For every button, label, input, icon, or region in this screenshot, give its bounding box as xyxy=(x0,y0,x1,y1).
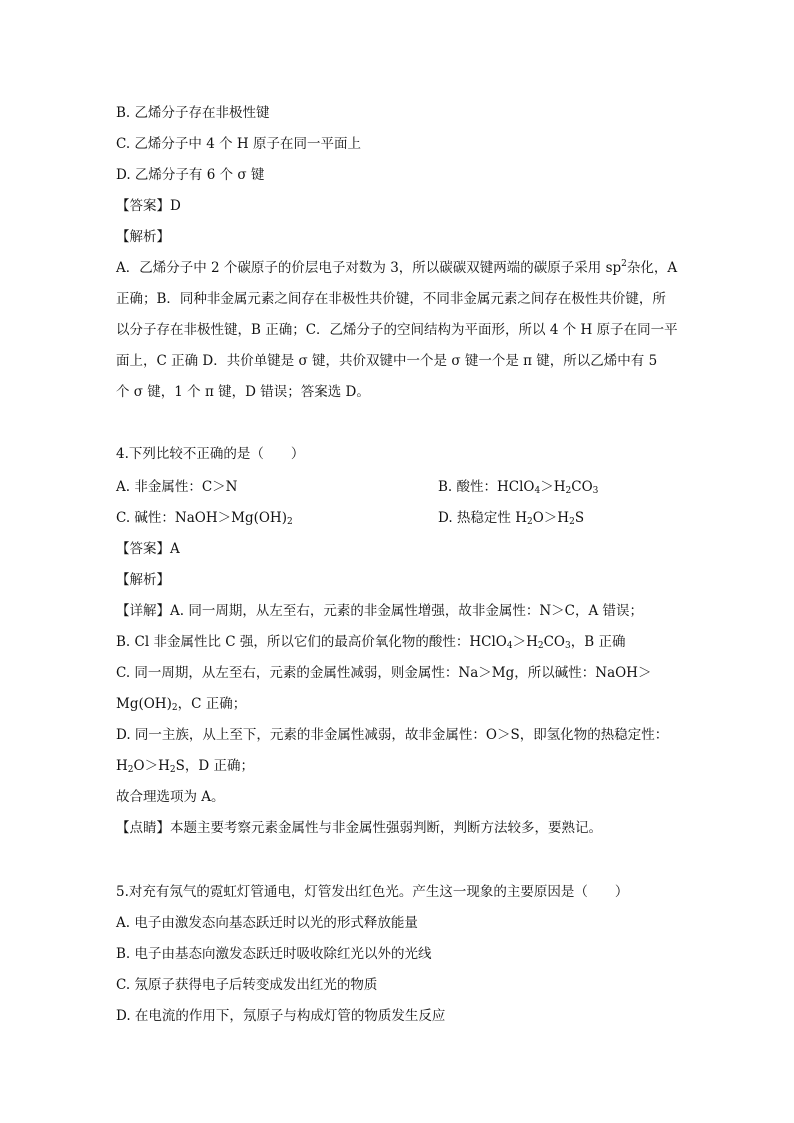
q3-option-b: B. 乙烯分子存在非极性键 xyxy=(116,105,270,121)
q4-detail-4: $Mg(OH)_2$，C 正确； xyxy=(116,696,247,713)
q4-analysis-label: 【解析】 xyxy=(116,572,170,588)
q4-question: 4.下列比较不正确的是（ ） xyxy=(116,446,305,462)
q3-analysis-line-1: A．乙烯分子中 2 个碳原子的价层电子对数为 3，所以碳碳双键两端的碳原子采用 $sp^2$杂化，A xyxy=(116,259,678,276)
q4-option-b: B. 酸性：$HClO_4>H_2CO_3$ xyxy=(438,479,599,496)
q4-detail-1: 【详解】A. 同一周期，从左至右，元素的非金属性增强，故非金属性：N＞C，A 错误； xyxy=(116,603,644,619)
q4-detail-3: C. 同一周期，从左至右，元素的金属性减弱，则金属性：Na＞Mg，所以碱性：NaOH＞ xyxy=(116,665,652,681)
q4-comment: 【点睛】本题主要考察元素金属性与非金属性强弱判断，判断方法较多，要熟记。 xyxy=(116,820,602,836)
q4-answer: 【答案】A xyxy=(116,541,180,557)
q5-option-d: D. 在电流的作用下，氖原子与构成灯管的物质发生反应 xyxy=(116,1008,446,1024)
q4-option-c: C. 碱性：$NaOH>Mg(OH)_2$ xyxy=(116,510,293,527)
q4-detail-5: D. 同一主族，从上至下，元素的非金属性减弱，故非金属性：O＞S，即氢化物的热稳定性： xyxy=(116,727,669,743)
q5-option-b: B. 电子由基态向激发态跃迁时吸收除红光以外的光线 xyxy=(116,946,432,962)
q4-detail-2: B. Cl 非金属性比 C 强，所以它们的最高价氧化物的酸性：$HClO_4>H_2CO_3$，B 正确 xyxy=(116,634,626,651)
q3-analysis-line-5: 个 σ 键，1 个 π 键，D 错误；答案选 D。 xyxy=(116,384,370,400)
q5-question: 5.对充有氖气的霓虹灯管通电，灯管发出红色光。产生这一现象的主要原因是（ ） xyxy=(116,884,629,900)
q5-option-c: C. 氖原子获得电子后转变成发出红光的物质 xyxy=(116,977,378,993)
q3-option-d: D. 乙烯分子有 6 个 σ 键 xyxy=(116,167,265,183)
q3-analysis-label: 【解析】 xyxy=(116,229,170,245)
q3-analysis-line-4: 面上，C 正确 D．共价单键是 σ 键，共价双键中一个是 σ 键一个是 π 键，所以乙烯中有 5 xyxy=(116,353,658,369)
q4-option-d: D. 热稳定性 $H_2O>H_2S$ xyxy=(438,510,585,527)
q3-option-c: C. 乙烯分子中 4 个 H 原子在同一平面上 xyxy=(116,136,361,152)
q3-answer: 【答案】D xyxy=(116,198,181,214)
q3-analysis-line-3: 以分子存在非极性键，B 正确；C．乙烯分子的空间结构为平面形，所以 4 个 H 原子在同一平 xyxy=(116,322,678,338)
q4-option-a: A. 非金属性：C＞N xyxy=(116,479,238,495)
q4-detail-6: $H_2O>H_2S$，D 正确； xyxy=(116,758,254,775)
q3-analysis-line-2: 正确；B．同种非金属元素之间存在非极性共价键，不同非金属元素之间存在极性共价键，所 xyxy=(116,291,666,307)
q5-option-a: A. 电子由激发态向基态跃迁时以光的形式释放能量 xyxy=(116,915,418,931)
q4-detail-7: 故合理选项为 A。 xyxy=(116,789,225,805)
